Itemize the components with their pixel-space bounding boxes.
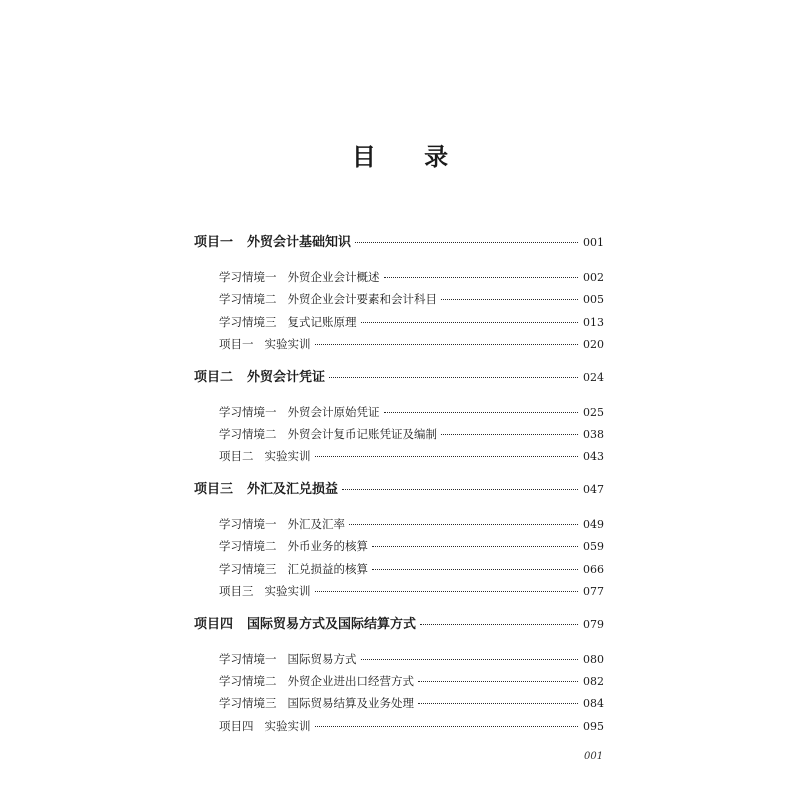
- toc-section-title: 外汇及汇兑损益: [247, 482, 339, 498]
- toc-entry[interactable]: [194, 648, 604, 670]
- toc-page-number: 080: [583, 652, 604, 666]
- toc-entry-label: 项目二: [219, 449, 254, 464]
- toc-entry-title: 外贸企业会计要素和会计科目: [287, 292, 437, 307]
- toc-entry-title: 汇兑损益的核算: [287, 561, 368, 576]
- toc-page-number: 020: [583, 337, 604, 351]
- toc-entry-label: 学习情境二: [219, 292, 277, 307]
- toc-entry[interactable]: [194, 670, 604, 692]
- toc-entry-label: 项目三: [219, 583, 254, 598]
- toc-page-number: 043: [583, 450, 604, 464]
- toc-entry[interactable]: [194, 715, 604, 737]
- toc-entry-title: 复式记账原理: [287, 314, 357, 329]
- dot-leader: [441, 299, 578, 300]
- toc-page-number: 005: [583, 293, 604, 307]
- toc-entry[interactable]: [194, 580, 604, 602]
- dot-leader: [372, 569, 578, 570]
- dot-leader: [420, 624, 578, 625]
- toc-entry-label: 学习情境一: [219, 269, 277, 284]
- toc-entry-label: 学习情境二: [219, 674, 277, 688]
- toc-section-title: 外贸会计基础知识: [247, 235, 352, 250]
- toc-entry[interactable]: [194, 535, 604, 557]
- dot-leader: [315, 726, 579, 727]
- toc-page-number: 025: [583, 405, 604, 419]
- toc-page-number: 084: [583, 697, 604, 711]
- toc-entry[interactable]: [194, 288, 604, 310]
- toc-entry[interactable]: [194, 423, 604, 445]
- toc-page-number: 047: [583, 483, 604, 497]
- toc-entry-title: 外币业务的核算: [287, 539, 368, 554]
- toc-entry-title: 外贸会计原始凭证: [287, 404, 380, 419]
- toc-page-number: 001: [583, 236, 604, 249]
- toc-entry-title: 外贸企业进出口经营方式: [287, 674, 414, 688]
- toc-entry[interactable]: [194, 445, 604, 467]
- toc-section-label: 项目二: [194, 369, 234, 385]
- toc-page-number: 079: [583, 617, 604, 631]
- toc-section-3[interactable]: [194, 479, 604, 501]
- toc-entry-label: 学习情境三: [219, 696, 277, 711]
- dot-leader: [372, 546, 578, 547]
- toc-entry-title: 实验实训: [264, 583, 311, 598]
- toc-page-number: 024: [583, 370, 604, 384]
- toc-entry-title: 实验实训: [264, 449, 311, 464]
- dot-leader: [418, 681, 578, 682]
- toc-page-number: 077: [583, 584, 604, 598]
- toc-entry[interactable]: [194, 558, 604, 580]
- toc-entry[interactable]: [194, 266, 604, 288]
- toc-entry-label: 学习情境一: [219, 517, 277, 532]
- dot-leader: [384, 277, 579, 278]
- dot-leader: [349, 524, 578, 525]
- table-of-contents: [194, 232, 604, 737]
- dot-leader: [361, 322, 579, 323]
- toc-section-title: 国际贸易方式及国际结算方式: [247, 616, 417, 632]
- dot-leader: [342, 489, 578, 490]
- toc-section-label: 项目一: [194, 235, 234, 250]
- dot-leader: [315, 344, 579, 345]
- toc-entry-label: 学习情境一: [219, 651, 277, 666]
- toc-entry-title: 外贸会计复币记账凭证及编制: [287, 426, 437, 441]
- toc-page-number: 049: [583, 518, 604, 532]
- toc-entry-title: 国际贸易方式: [287, 651, 357, 666]
- dot-leader: [384, 412, 579, 413]
- toc-section-label: 项目三: [194, 482, 234, 498]
- toc-entry-title: 国际贸易结算及业务处理: [287, 696, 414, 711]
- dot-leader: [441, 434, 578, 435]
- toc-page-number: 095: [583, 719, 604, 733]
- toc-entry-label: 学习情境三: [219, 561, 277, 576]
- toc-section-1[interactable]: [194, 232, 604, 254]
- toc-page-number: 013: [583, 315, 604, 329]
- toc-page-number: 038: [583, 427, 604, 441]
- dot-leader: [329, 377, 578, 378]
- toc-page-number: 002: [583, 270, 604, 284]
- toc-entry-label: 学习情境三: [219, 314, 277, 329]
- toc-entry[interactable]: [194, 311, 604, 333]
- toc-entry-title: 实验实训: [264, 718, 311, 733]
- toc-page-number: 082: [583, 675, 604, 688]
- toc-entry-label: 项目四: [219, 718, 254, 733]
- toc-entry[interactable]: [194, 333, 604, 355]
- toc-entry-label: 学习情境二: [219, 539, 277, 554]
- toc-entry-title: 外贸企业会计概述: [287, 269, 380, 284]
- toc-entry[interactable]: [194, 692, 604, 714]
- toc-section-title: 外贸会计凭证: [247, 369, 326, 385]
- dot-leader: [418, 703, 578, 704]
- dot-leader: [315, 456, 579, 457]
- toc-page-number: 059: [583, 540, 604, 554]
- toc-section-label: 项目四: [194, 616, 234, 632]
- toc-entry[interactable]: [194, 513, 604, 535]
- dot-leader: [315, 591, 579, 592]
- toc-section-4[interactable]: [194, 614, 604, 636]
- dot-leader: [355, 242, 578, 243]
- toc-entry-title: 实验实训: [264, 336, 311, 351]
- toc-page-number: 066: [583, 562, 604, 576]
- toc-entry-label: 学习情境二: [219, 426, 277, 441]
- toc-entry[interactable]: [194, 401, 604, 423]
- toc-entry-label: 项目一: [219, 336, 254, 351]
- footer-page-number: 001: [584, 751, 604, 762]
- toc-entry-label: 学习情境一: [219, 404, 277, 419]
- page-title: 目 录: [351, 142, 469, 171]
- dot-leader: [361, 659, 579, 660]
- toc-section-2[interactable]: [194, 367, 604, 389]
- toc-entry-title: 外汇及汇率: [287, 517, 345, 532]
